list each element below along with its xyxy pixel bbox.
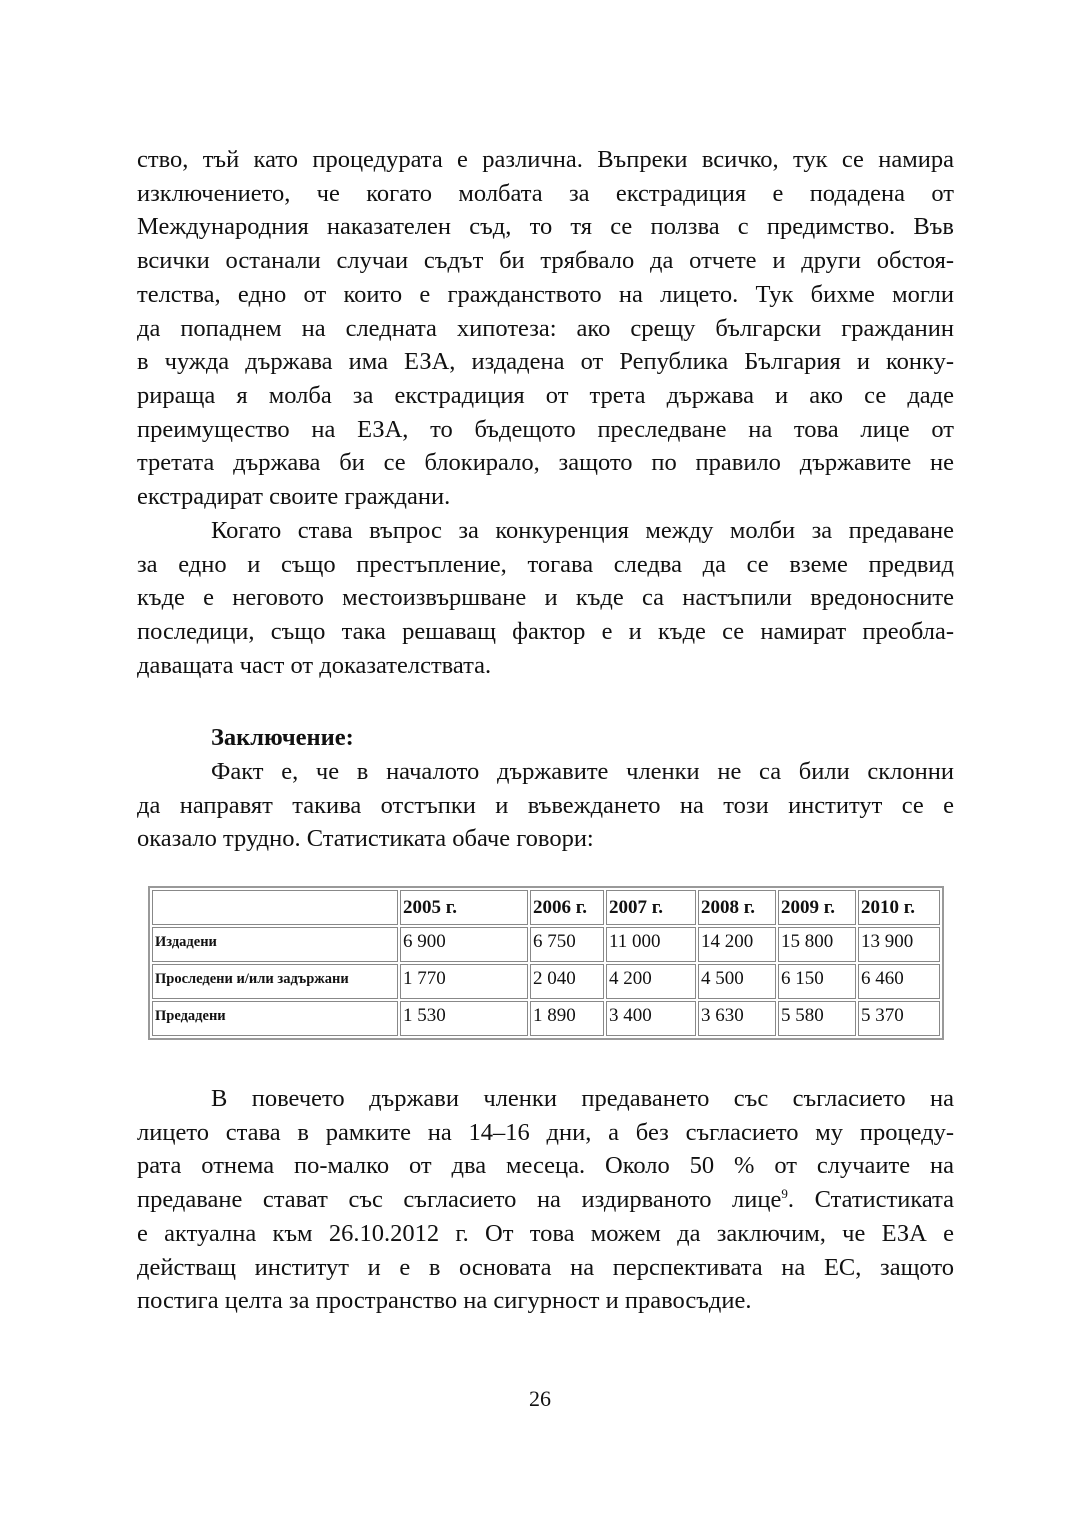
text-line: рата отнема по-малко от два месеца. Около 50 % от случаите на (137, 1152, 954, 1180)
table-cell: 1 770 (400, 964, 528, 999)
text-line: рираща я молба за екстрадиция от трета държава и ако се даде (137, 381, 954, 409)
table-cell: 5 580 (778, 1001, 856, 1036)
table-cell: 1 530 (400, 1001, 528, 1036)
table-cell: 13 900 (858, 927, 940, 962)
table-cell: 4 500 (698, 964, 776, 999)
table-cell: 6 750 (530, 927, 604, 962)
text-line: третата държава би се блокирало, защото по правило държавите не (137, 449, 954, 477)
text-segment: . Статистиката (787, 1186, 954, 1214)
column-header: 2007 г. (606, 890, 696, 925)
text-line: за едно и също престъпление, тогава следва да се вземе предвид (137, 550, 954, 578)
table-cell: 3 400 (606, 1001, 696, 1036)
text-line: Когато става въпрос за конкуренция между молби за предаване (211, 517, 954, 544)
column-header: 2005 г. (400, 890, 528, 925)
text-line: оказало трудно. Статистиката обаче говори: (137, 825, 594, 853)
row-label: Предадени (152, 1001, 398, 1036)
column-header: 2010 г. (858, 890, 940, 925)
text-line: Факт е, че в началото държавите членки не са били склонни (211, 758, 954, 785)
row-label: Издадени (152, 927, 398, 962)
table-row (152, 1001, 940, 1036)
text-line: последици, също така решаващ фактор е и къде се намират преобла- (137, 618, 954, 646)
statistics-table (148, 886, 944, 1040)
paragraph-1 (137, 143, 954, 514)
text-line: В повечето държави членки предаването със съгласието на (211, 1085, 954, 1112)
text-line: телства, едно от които е гражданството на лицето. Тук бихме могли (137, 280, 954, 308)
table-cell: 11 000 (606, 927, 696, 962)
paragraph-4 (137, 1082, 954, 1318)
text-line: екстрадират своите граждани. (137, 483, 451, 511)
text-line: Международния наказателен съд, то тя се ползва с предимство. Във (137, 213, 954, 241)
text-segment: предаване стават със съгласието на издирваното лице (137, 1186, 782, 1214)
page-number: 26 (529, 1386, 551, 1411)
table-cell: 6 150 (778, 964, 856, 999)
table-cell: 6 460 (858, 964, 940, 999)
table-cell: 3 630 (698, 1001, 776, 1036)
table-row (152, 964, 940, 999)
text-line: постига целта за пространство на сигурност и правосъдие. (137, 1287, 752, 1315)
text-line: всички останали случаи съдът би трябвало да отчете и други обстоя- (137, 247, 954, 275)
table-cell: 4 200 (606, 964, 696, 999)
text-line: действащ институт и е в основата на перспективата на ЕС, защото (137, 1253, 954, 1281)
text-line: да попаднем на следната хипотеза: ако срещу български гражданин (137, 314, 954, 342)
paragraph-2 (137, 514, 954, 683)
text-line: изключението, че когато молбата за екстрадиция е подадена от (137, 179, 954, 207)
column-header: 2009 г. (778, 890, 856, 925)
column-header: 2008 г. (698, 890, 776, 925)
text-line: е актуална към 26.10.2012 г. От това можем да заключим, че ЕЗА е (137, 1219, 954, 1247)
column-header (152, 890, 398, 925)
text-line: преимущество на ЕЗА, то бъдещото преследване на това лице от (137, 415, 954, 443)
table-cell: 6 900 (400, 927, 528, 962)
table-cell: 2 040 (530, 964, 604, 999)
footnote-ref: 9 (781, 1185, 788, 1201)
text-line (137, 1183, 954, 1217)
text-line: в чужда държава има ЕЗА, издадена от Република България и конку- (137, 348, 954, 376)
row-label: Проследени и/или задържани (152, 964, 398, 999)
table-header-row (152, 890, 940, 925)
table-cell: 1 890 (530, 1001, 604, 1036)
text-line: лицето става в рамките на 14–16 дни, а без съгласието му процеду- (137, 1118, 954, 1146)
text-line: да направят такива отстъпки и въвеждането на този институт се е (137, 791, 954, 819)
table-cell: 5 370 (858, 1001, 940, 1036)
text-line: даващата част от доказателствата. (137, 651, 492, 679)
table-row (152, 927, 940, 962)
paragraph-3 (137, 755, 954, 856)
section-heading: Заключение: (211, 724, 354, 751)
table-cell: 15 800 (778, 927, 856, 962)
text-line: къде е неговото местоизвършване и къде са настъпили вредоносните (137, 584, 954, 612)
text-line: ство, тъй като процедурата е различна. Въпреки всичко, тук се намира (137, 146, 954, 173)
column-header: 2006 г. (530, 890, 604, 925)
table-cell: 14 200 (698, 927, 776, 962)
